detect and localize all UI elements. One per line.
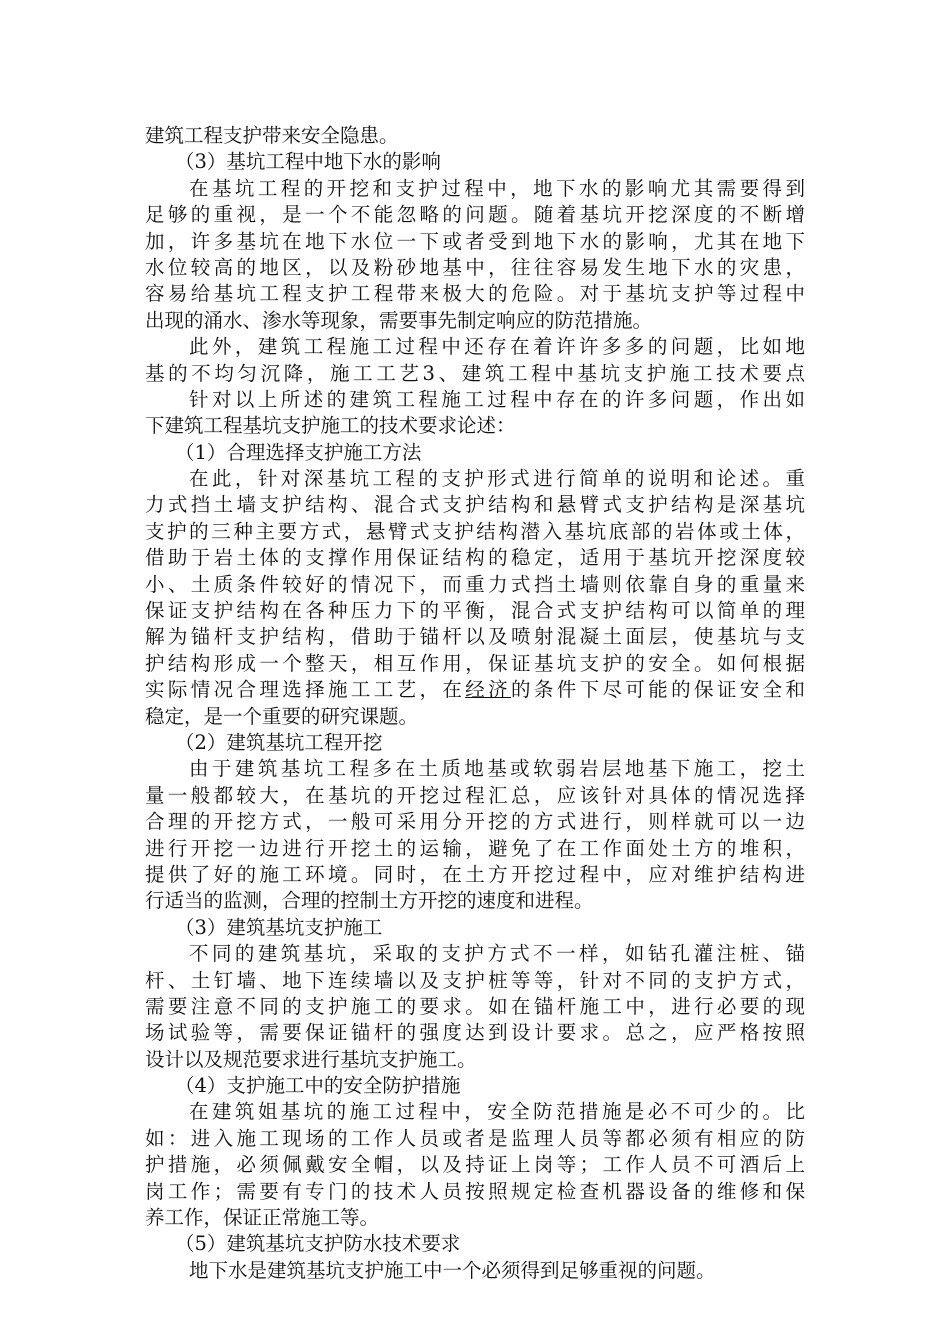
section-heading: （2）建筑基坑工程开挖 xyxy=(175,730,383,754)
hyperlink[interactable]: 经济 xyxy=(465,678,511,702)
text-line xyxy=(145,677,805,703)
text-segment: 的条件下尽可能的保证安全和 xyxy=(510,678,805,702)
text-line: 如：进入施工现场的工作人员或者是监理人员等都必须有相应的防 xyxy=(145,1126,805,1150)
text-line: 解为锚杆支护结构，借助于锚杆以及喷射混凝土面层，使基坑与支 xyxy=(145,625,805,649)
text-line: 杆、土钉墙、地下连续墙以及支护桩等等，针对不同的支护方式， xyxy=(145,968,805,992)
text-line: 稳定，是一个重要的研究课题。 xyxy=(145,704,419,728)
text-line: 水位较高的地区，以及粉砂地基中，往往容易发生地下水的灾患， xyxy=(145,255,805,279)
text-line: 建筑工程支护带来安全隐患。 xyxy=(145,124,399,147)
text-line: 基的不均匀沉降，施工工艺3、建筑工程中基坑支护施工技术要点 xyxy=(145,361,805,385)
text-line: 下建筑工程基坑支护施工的技术要求论述： xyxy=(145,414,516,438)
document-body xyxy=(145,123,805,1284)
text-line: 容易给基坑工程支护工程带来极大的危险。对于基坑支护等过程中 xyxy=(145,282,805,306)
text-line: 场试验等，需要保证锚杆的强度达到设计要求。总之，应严格按照 xyxy=(145,1021,805,1045)
text-line: 由于建筑基坑工程多在土质地基或软弱岩层地基下施工，挖土 xyxy=(189,757,805,781)
text-line: 此外，建筑工程施工过程中还存在着许许多多的问题，比如地 xyxy=(189,335,805,359)
text-line: 借助于岩土体的支撑作用保证结构的稳定，适用于基坑开挖深度较 xyxy=(145,546,805,570)
text-line: 地下水是建筑基坑支护施工中一个必须得到足够重视的问题。 xyxy=(189,1258,716,1282)
text-line: 在基坑工程的开挖和支护过程中，地下水的影响尤其需要得到 xyxy=(189,176,805,200)
text-line: 针对以上所述的建筑工程施工过程中存在的许多问题，作出如 xyxy=(189,387,805,411)
text-line: 在建筑姐基坑的施工过程中，安全防范措施是必不可少的。比 xyxy=(189,1100,805,1124)
text-line: 足够的重视，是一个不能忽略的问题。随着基坑开挖深度的不断增 xyxy=(145,203,805,227)
text-line: 出现的涌水、渗水等现象，需要事先制定响应的防范措施。 xyxy=(145,308,653,332)
text-line: 岗工作；需要有专门的技术人员按照规定检查机器设备的维修和保 xyxy=(145,1179,805,1203)
text-line: 加，许多基坑在地下水位一下或者受到地下水的影响，尤其在地下 xyxy=(145,229,805,253)
section-heading: （4）支护施工中的安全防护措施 xyxy=(175,1074,461,1098)
text-line: 在此，针对深基坑工程的支护形式进行简单的说明和论述。重 xyxy=(189,467,805,491)
text-line: 量一般都较大，在基坑的开挖过程汇总，应该针对具体的情况选择 xyxy=(145,783,805,807)
text-line: 护措施，必须佩戴安全帽，以及持证上岗等；工作人员不可酒后上 xyxy=(145,1153,805,1177)
section-heading: （3）基坑工程中地下水的影响 xyxy=(175,150,441,174)
section-heading: （1）合理选择支护施工方法 xyxy=(175,440,422,464)
text-line: 需要注意不同的支护施工的要求。如在锚杆施工中，进行必要的现 xyxy=(145,994,805,1018)
section-heading: （3）建筑基坑支护施工 xyxy=(175,915,383,939)
text-segment: 实际情况合理选择施工工艺，在 xyxy=(145,678,466,702)
text-line: 护结构形成一个整天，相互作用，保证基坑支护的安全。如何根据 xyxy=(145,651,805,675)
text-line: 设计以及规范要求进行基坑支护施工。 xyxy=(145,1047,477,1071)
text-line: 小、土质条件较好的情况下，而重力式挡土墙则依靠自身的重量来 xyxy=(145,572,805,596)
section-heading: （5）建筑基坑支护防水技术要求 xyxy=(175,1232,461,1256)
text-line: 养工作，保证正常施工等。 xyxy=(145,1206,380,1230)
text-line: 保证支护结构在各种压力下的平衡，混合式支护结构可以简单的理 xyxy=(145,599,805,623)
text-line: 力式挡土墙支护结构、混合式支护结构和悬臂式支护结构是深基坑 xyxy=(145,493,805,517)
text-line: 合理的开挖方式，一般可采用分开挖的方式进行，则样就可以一边 xyxy=(145,810,805,834)
text-line: 进行开挖一边进行开挖土的运输，避免了在工作面处土方的堆积， xyxy=(145,836,805,860)
text-line: 行适当的监测，合理的控制土方开挖的速度和进程。 xyxy=(145,889,594,913)
text-line: 支护的三种主要方式，悬臂式支护结构潜入基坑底部的岩体或土体， xyxy=(145,519,805,543)
text-line: 提供了好的施工环境。同时，在土方开挖过程中，应对维护结构进 xyxy=(145,862,805,886)
text-line: 不同的建筑基坑，采取的支护方式不一样，如钻孔灌注桩、锚 xyxy=(189,942,805,966)
